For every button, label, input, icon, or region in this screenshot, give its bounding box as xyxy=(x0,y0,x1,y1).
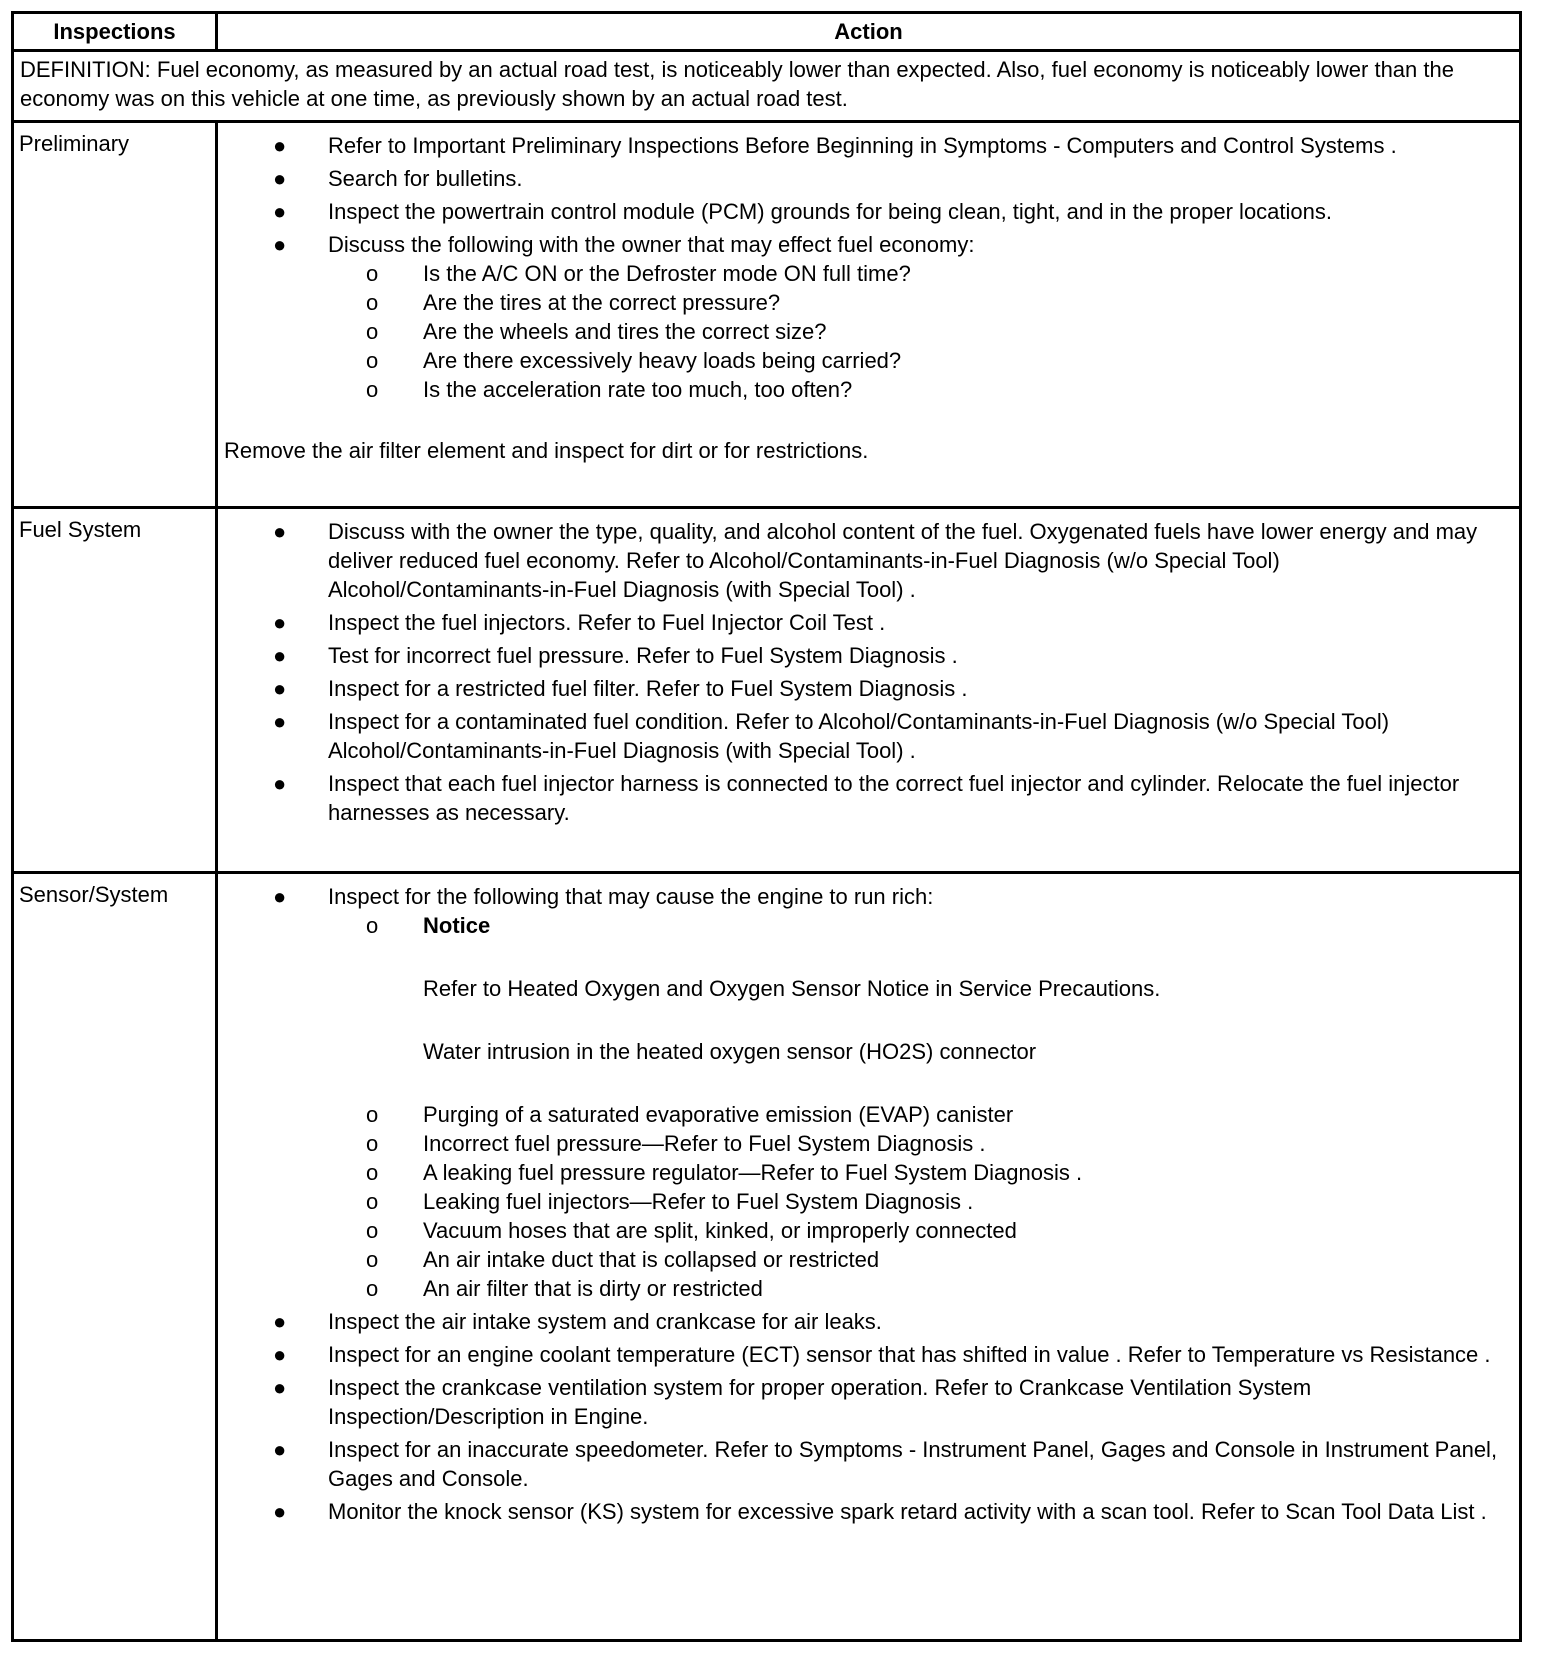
sub-item-text: Incorrect fuel pressure—Refer to Fuel System Diagnosis . xyxy=(423,1131,986,1156)
sub-item xyxy=(218,1274,1505,1303)
bullet-icon: ● xyxy=(273,1309,287,1334)
list-item xyxy=(218,1373,1519,1431)
list-item xyxy=(218,769,1519,827)
notice-text: Water intrusion in the heated oxygen sensor (HO2S) connector xyxy=(423,1039,1037,1064)
bullet-icon: ● xyxy=(273,643,287,668)
notice-text: Refer to Heated Oxygen and Oxygen Sensor Notice in Service Precautions. xyxy=(423,976,1161,1001)
table-row xyxy=(13,873,1521,1641)
bullet-icon: ● xyxy=(273,166,287,191)
bullet-list xyxy=(218,882,1519,1526)
sub-item-text: Is the A/C ON or the Defroster mode ON full time? xyxy=(423,261,911,286)
sub-item xyxy=(218,1187,1505,1216)
inspections-table xyxy=(11,11,1522,1642)
item-text: Search for bulletins. xyxy=(328,166,523,191)
bullet-icon: ● xyxy=(273,519,287,544)
row-label: Fuel System xyxy=(13,508,217,873)
circle-bullet-icon: o xyxy=(366,261,379,286)
circle-bullet-icon: o xyxy=(366,1247,379,1272)
circle-bullet-icon: o xyxy=(366,1276,379,1301)
circle-bullet-icon: o xyxy=(366,1189,379,1214)
sub-item-text: Are there excessively heavy loads being carried? xyxy=(423,348,902,373)
bullet-icon: ● xyxy=(273,1437,287,1462)
sub-item xyxy=(218,375,1505,404)
bullet-icon: ● xyxy=(273,676,287,701)
sub-item xyxy=(218,1129,1505,1158)
bullet-icon: ● xyxy=(273,1375,287,1400)
list-item xyxy=(218,131,1519,160)
circle-bullet-icon: o xyxy=(366,319,379,344)
item-text: Monitor the knock sensor (KS) system for excessive spark retard activity with a scan tool. Refer to Scan Tool Data List . xyxy=(328,1499,1487,1524)
row-label: Preliminary xyxy=(13,122,217,508)
sub-item-text: Are the wheels and tires the correct size? xyxy=(423,319,827,344)
sub-item xyxy=(218,1245,1505,1274)
item-text: Discuss with the owner the type, quality, and alcohol content of the fuel. Oxygenated fuels have lower energy and may deliver reduced fuel economy. Refer to Alcohol/Contaminants-in-Fuel Diagnosis (w/o Special Tool) Alcohol/Contaminants-in-Fuel Diagnosis (with Special Tool) . xyxy=(328,519,1478,602)
bullet-icon: ● xyxy=(273,610,287,635)
item-text: Inspect for an engine coolant temperature (ECT) sensor that has shifted in value . Refer to Temperature vs Resistance . xyxy=(328,1342,1491,1367)
circle-bullet-icon: o xyxy=(366,348,379,373)
bullet-icon: ● xyxy=(273,232,287,257)
sub-item xyxy=(218,1100,1505,1129)
circle-bullet-icon: o xyxy=(366,1131,379,1156)
circle-bullet-icon: o xyxy=(366,1160,379,1185)
bullet-icon: ● xyxy=(273,1499,287,1524)
sub-item-text: Leaking fuel injectors—Refer to Fuel System Diagnosis . xyxy=(423,1189,974,1214)
item-text: Inspect the air intake system and crankcase for air leaks. xyxy=(328,1309,882,1334)
sub-item xyxy=(218,1158,1505,1187)
sub-item xyxy=(218,259,1505,288)
sub-list xyxy=(218,259,1505,404)
circle-bullet-icon: o xyxy=(366,377,379,402)
sub-item xyxy=(218,1216,1505,1245)
circle-bullet-icon: o xyxy=(366,913,379,938)
list-item xyxy=(218,517,1519,604)
circle-bullet-icon: o xyxy=(366,1102,379,1127)
definition-row xyxy=(13,51,1521,122)
item-text: Inspect the powertrain control module (PCM) grounds for being clean, tight, and in the proper locations. xyxy=(328,199,1332,224)
list-item xyxy=(218,1307,1519,1336)
item-text: Inspect the crankcase ventilation system for proper operation. Refer to Crankcase Ventilation System Inspection/Description in Engine. xyxy=(328,1375,1312,1429)
action-cell xyxy=(217,508,1521,873)
list-item xyxy=(218,882,1519,1303)
item-text: Inspect for an inaccurate speedometer. Refer to Symptoms - Instrument Panel, Gages and Console in Instrument Panel, Gages and Console. xyxy=(328,1437,1498,1491)
bullet-icon: ● xyxy=(273,771,287,796)
header-action: Action xyxy=(217,13,1521,51)
header-inspections: Inspections xyxy=(13,13,217,51)
bullet-list xyxy=(218,517,1519,827)
bullet-icon: ● xyxy=(273,884,287,909)
sub-item-text: An air filter that is dirty or restricted xyxy=(423,1276,763,1301)
list-item xyxy=(218,707,1519,765)
sub-item-text: An air intake duct that is collapsed or restricted xyxy=(423,1247,880,1272)
list-item xyxy=(218,608,1519,637)
sub-item xyxy=(218,346,1505,375)
item-text: Inspect the fuel injectors. Refer to Fuel Injector Coil Test . xyxy=(328,610,886,635)
table-row xyxy=(13,508,1521,873)
table-row xyxy=(13,122,1521,508)
action-cell xyxy=(217,122,1521,508)
list-item xyxy=(218,674,1519,703)
list-item xyxy=(218,164,1519,193)
action-cell xyxy=(217,873,1521,1641)
sub-list xyxy=(218,911,1505,1303)
item-text: Inspect for the following that may cause the engine to run rich: xyxy=(328,884,934,909)
list-item xyxy=(218,641,1519,670)
notice-title: Notice xyxy=(423,913,491,938)
item-text: Inspect for a contaminated fuel condition. Refer to Alcohol/Contaminants-in-Fuel Diagnosis (w/o Special Tool) Alcohol/Contaminants-in-Fuel Diagnosis (with Special Tool) . xyxy=(328,709,1390,763)
sub-item-text: Purging of a saturated evaporative emission (EVAP) canister xyxy=(423,1102,1014,1127)
notice-item xyxy=(218,911,1505,940)
item-text: Inspect that each fuel injector harness is connected to the correct fuel injector and cylinder. Relocate the fuel injector harnesses as necessary. xyxy=(328,771,1460,825)
list-item xyxy=(218,230,1519,404)
definition-text: DEFINITION: Fuel economy, as measured by an actual road test, is noticeably lower than expected. Also, fuel economy is noticeably lower than the economy was on this vehicle at one time, as previously shown by an actual road test. xyxy=(13,51,1521,122)
item-text: Inspect for a restricted fuel filter. Refer to Fuel System Diagnosis . xyxy=(328,676,968,701)
bullet-list xyxy=(218,131,1519,404)
sub-item xyxy=(218,288,1505,317)
action-note: Remove the air filter element and inspect for dirt or for restrictions. xyxy=(224,438,869,463)
sub-item xyxy=(218,317,1505,346)
item-text: Test for incorrect fuel pressure. Refer to Fuel System Diagnosis . xyxy=(328,643,958,668)
list-item xyxy=(218,1497,1519,1526)
bullet-icon: ● xyxy=(273,709,287,734)
header-row xyxy=(13,13,1521,51)
item-text: Discuss the following with the owner that may effect fuel economy: xyxy=(328,232,975,257)
row-label: Sensor/System xyxy=(13,873,217,1641)
list-item xyxy=(218,1435,1519,1493)
circle-bullet-icon: o xyxy=(366,1218,379,1243)
item-text: Refer to Important Preliminary Inspections Before Beginning in Symptoms - Computers and Control Systems . xyxy=(328,133,1397,158)
list-item xyxy=(218,197,1519,226)
sub-item-text: A leaking fuel pressure regulator—Refer to Fuel System Diagnosis . xyxy=(423,1160,1083,1185)
bullet-icon: ● xyxy=(273,133,287,158)
bullet-icon: ● xyxy=(273,199,287,224)
list-item xyxy=(218,1340,1519,1369)
sub-item-text: Is the acceleration rate too much, too often? xyxy=(423,377,853,402)
circle-bullet-icon: o xyxy=(366,290,379,315)
sub-item-text: Are the tires at the correct pressure? xyxy=(423,290,781,315)
bullet-icon: ● xyxy=(273,1342,287,1367)
sub-item-text: Vacuum hoses that are split, kinked, or improperly connected xyxy=(423,1218,1017,1243)
